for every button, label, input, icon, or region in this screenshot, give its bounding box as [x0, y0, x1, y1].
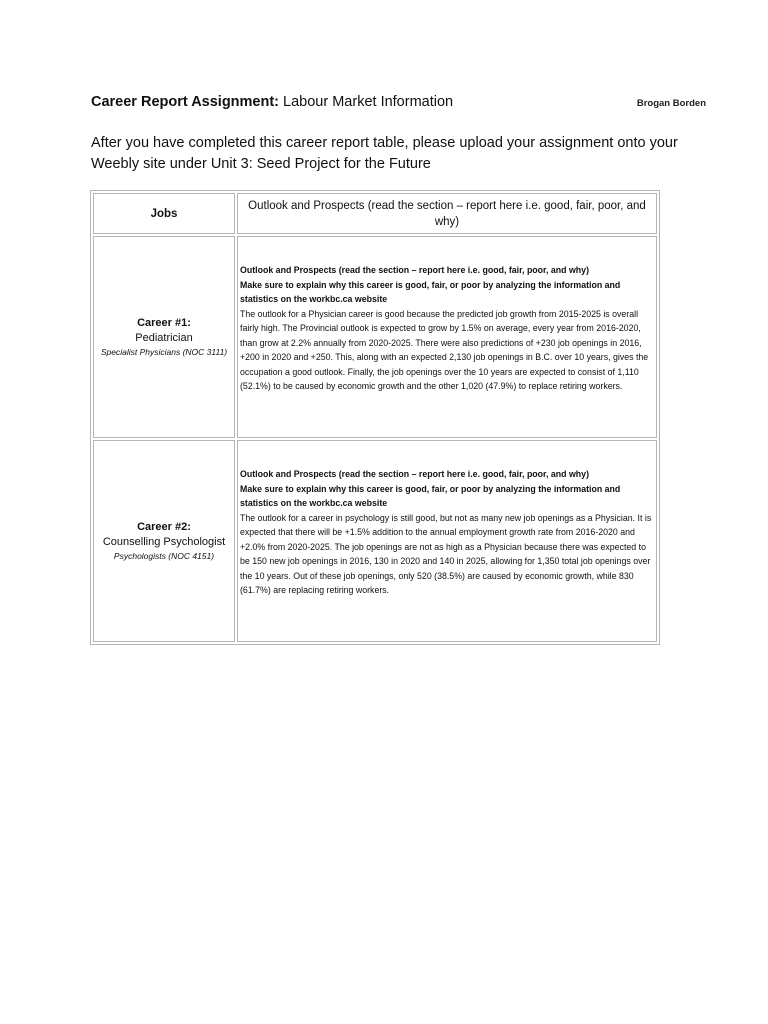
career-number: Career #1:	[137, 316, 191, 329]
career-name: Counselling Psychologist	[102, 535, 226, 548]
career-name: Pediatrician	[135, 331, 193, 344]
header-outlook: Outlook and Prospects (read the section – report here i.e. good, fair, poor, and why)	[237, 193, 657, 234]
outlook-body: The outlook for a Physician career is good because the predicted job growth from 2015-2025 is overall fairly high. The Provincial outlook is expected to grow by 1.5% on average, every year from 2016-2020, than grow at 2.2% annually from 2020-2025. There were also predictions of +230 job openings in 2016, +200 in 2020 and +250. This, along with an expected 2,130 job openings in B.C. over 10 years, gives the occupation a good outlook. Finally, the job openings over the 10 years are expected to consist of 1,110 (52.1%) to be caused by economic growth and the other 1,020 (47.9%) to replace retiring workers.	[240, 308, 649, 392]
outlook-cell	[237, 236, 657, 438]
instructions-text: After you have completed this career report table, please upload your assignment onto your Weebly site under Unit 3: Seed Project for the Future	[91, 135, 678, 172]
noc-code: Specialist Physicians (NOC 3111)	[100, 346, 228, 357]
outlook-cell	[237, 440, 657, 642]
outlook-instruction: Make sure to explain why this career is good, fair, or poor by analyzing the information and statistics on the workbc.ca website	[240, 279, 621, 305]
job-cell	[93, 236, 235, 438]
table-row	[93, 440, 657, 642]
table-header-row	[93, 193, 657, 234]
title-subtitle: Labour Market Information	[279, 94, 454, 110]
outlook-heading: Outlook and Prospects (read the section – report here i.e. good, fair, poor, and why)	[240, 469, 590, 480]
career-report-table	[90, 190, 660, 645]
title-bold: Career Report Assignment:	[91, 94, 280, 110]
noc-code: Psychologists (NOC 4151)	[113, 550, 215, 561]
outlook-body: The outlook for a career in psychology is still good, but not as many new job openings as a Physician. It is expected that there will be +1.5% addition to the annual employment growth rate from 2016-2020 and +2.0% from 2020-2025. The job openings are not as high as a Physician because there was expected to be 150 new job openings in 2016, 130 in 2020 and 140 in 2025, allowing for 1,350 total job openings over the 10 years. Out of these job openings, only 520 (38.5%) are caused by economic growth, while 830 (61.7%) are replacing retiring workers.	[240, 512, 652, 596]
outlook-instruction: Make sure to explain why this career is good, fair, or poor by analyzing the information and statistics on the workbc.ca website	[240, 483, 621, 509]
document-title	[91, 93, 706, 115]
table-row	[93, 236, 657, 438]
career-number: Career #2:	[137, 520, 191, 533]
author-name: Brogan Borden	[636, 98, 706, 109]
header-jobs: Jobs	[93, 193, 235, 234]
outlook-heading: Outlook and Prospects (read the section – report here i.e. good, fair, poor, and why)	[240, 265, 590, 276]
job-cell	[93, 440, 235, 642]
